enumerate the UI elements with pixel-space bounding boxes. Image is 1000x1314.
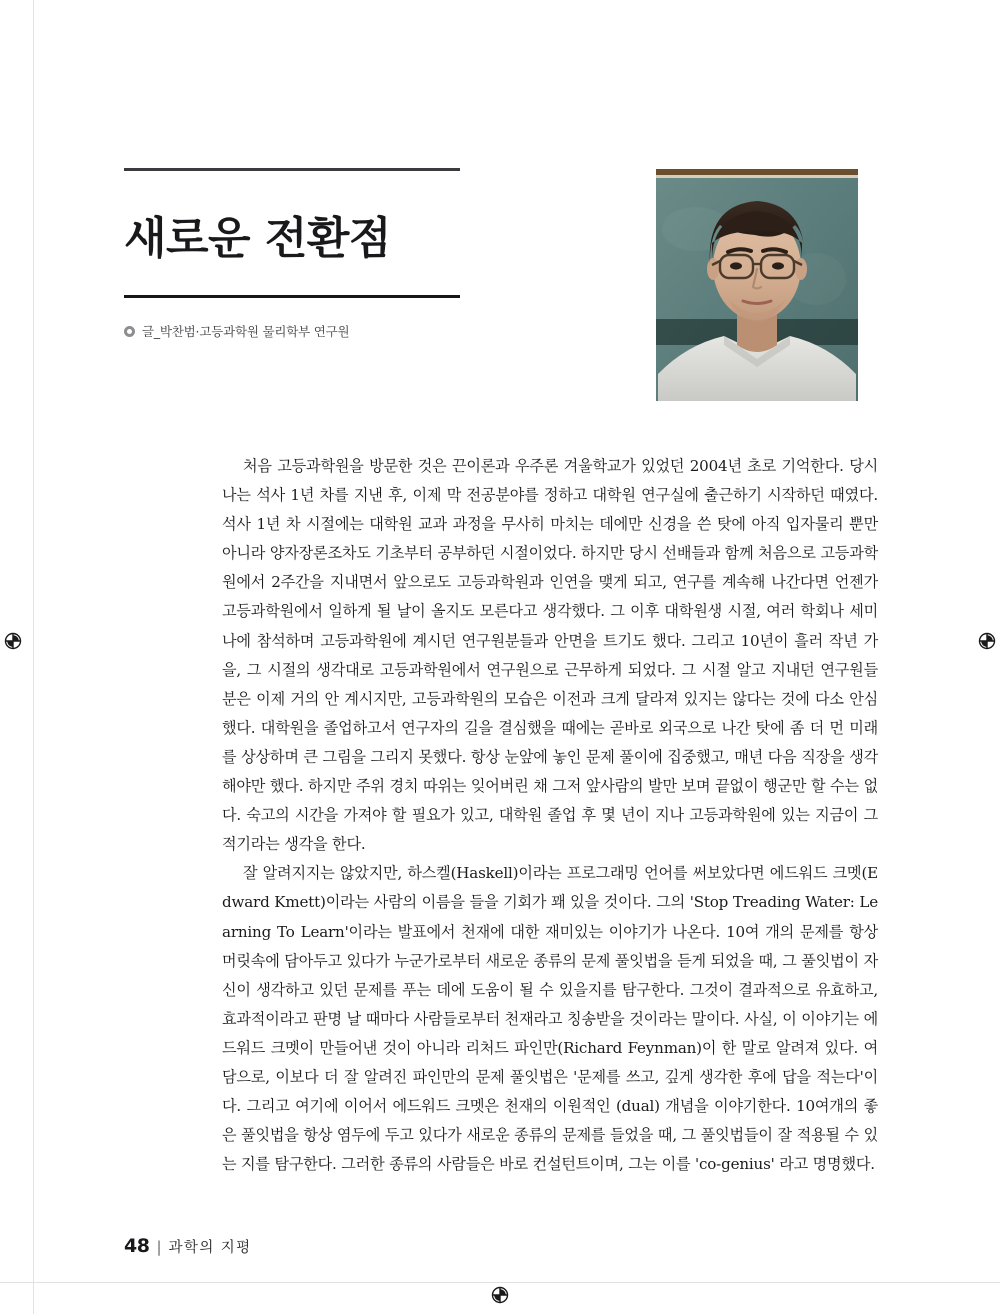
page-number: 48: [124, 1235, 150, 1257]
article-header: [124, 168, 460, 340]
article-body: [222, 452, 878, 1179]
trim-line-bottom: [0, 1282, 1000, 1283]
ring-bullet-icon: [124, 326, 135, 337]
author-portrait-photo: [656, 169, 858, 401]
byline-text: 글_박찬범·고등과학원 물리학부 연구원: [142, 324, 350, 340]
article-paragraph: 잘 알려지지는 않았지만, 하스켈(Haskell)이라는 프로그래밍 언어를 써보았다면 에드워드 크멧(Edward Kmett)이라는 사람의 이름을 들을 기회가 꽤 있을 것이다. 그의 'Stop Treading Water: Learning To Learn'이라는 발표에서 천재에 대한 재미있는 이야기가 나온다. 10여 개의 문제를 항상 머릿속에 담아두고 있다가 누군가로부터 새로운 종류의 문제 풀잇법을 듣게 되었을 때, 그 풀잇법이 자신이 생각하고 있던 문제를 푸는 데에 도움이 될 수 있을지를 탐구한다. 그것이 결과적으로 유효하고, 효과적이라고 판명 날 때마다 사람들로부터 천재라고 칭송받을 것이라는 말이다. 사실, 이 이야기는 에드워드 크멧이 만들어낸 것이 아니라 리처드 파인만(Richard Feynman)이 한 말로 알려져 있다. 여담으로, 이보다 더 잘 알려진 파인만의 문제 풀잇법은 '문제를 쓰고, 깊게 생각한 후에 답을 적는다'이다. 그리고 여기에 이어서 에드워드 크멧은 천재의 이원적인 (dual) 개념을 이야기한다. 10여개의 좋은 풀잇법을 항상 염두에 두고 있다가 새로운 종류의 문제를 들었을 때, 그 풀잇법들이 잘 적용될 수 있는 지를 탐구한다. 그러한 종류의 사람들은 바로 컨설턴트이며, 그는 이를 'co-genius' 라고 명명했다.: [222, 864, 878, 1174]
page-title: 새로운 전환점: [124, 213, 391, 264]
trim-line-left: [33, 0, 34, 1314]
footer-separator: |: [156, 1238, 162, 1256]
page-footer: [124, 1235, 252, 1257]
portrait-illustration: [656, 169, 858, 401]
article-paragraph: 처음 고등과학원을 방문한 것은 끈이론과 우주론 겨울학교가 있었던 2004년 초로 기억한다. 당시 나는 석사 1년 차를 지낸 후, 이제 막 전공분야를 정하고 대학원 연구실에 출근하기 시작하던 때였다. 석사 1년 차 시절에는 대학원 교과 과정을 무사히 마치는 데에만 신경을 쓴 탓에 아직 입자물리 뿐만 아니라 양자장론조차도 기초부터 공부하던 시절이었다. 하지만 당시 선배들과 함께 처음으로 고등과학원에서 2주간을 지내면서 앞으로도 고등과학원과 인연을 맺게 되고, 연구를 계속해 나간다면 언젠가 고등과학원에서 일하게 될 날이 올지도 모른다고 생각했다. 그 이후 대학원생 시절, 여러 학회나 세미나에 참석하며 고등과학원에 계시던 연구원분들과 안면을 트기도 했다. 그리고 10년이 흘러 작년 가을, 그 시절의 생각대로 고등과학원에서 연구원으로 근무하게 되었다. 그 시절 알고 지내던 연구원들 분은 이제 거의 안 계시지만, 고등과학원의 모습은 이전과 크게 달라져 있지는 않다는 것에 다소 안심했다. 대학원을 졸업하고서 연구자의 길을 결심했을 때에는 곧바로 외국으로 나간 탓에 좀 더 먼 미래를 상상하며 큰 그림을 그리지 못했다. 항상 눈앞에 놓인 문제 풀이에 집중했고, 매년 다음 직장을 생각해야만 했다. 하지만 주위 경치 따위는 잊어버린 채 그저 앞사람의 발만 보며 끝없이 행군만 할 수는 없다. 숙고의 시간을 가져야 할 필요가 있고, 대학원 졸업 후 몇 년이 지나 고등과학원에 있는 지금이 그 적기라는 생각을 한다.: [222, 457, 878, 854]
publication-title: 과학의 지평: [168, 1240, 252, 1256]
registration-crosshair-icon: [2, 630, 24, 652]
registration-crosshair-icon: [976, 630, 998, 652]
registration-crosshair-icon: [489, 1284, 511, 1306]
byline: [124, 322, 460, 340]
header-rule-bottom: [124, 295, 460, 298]
